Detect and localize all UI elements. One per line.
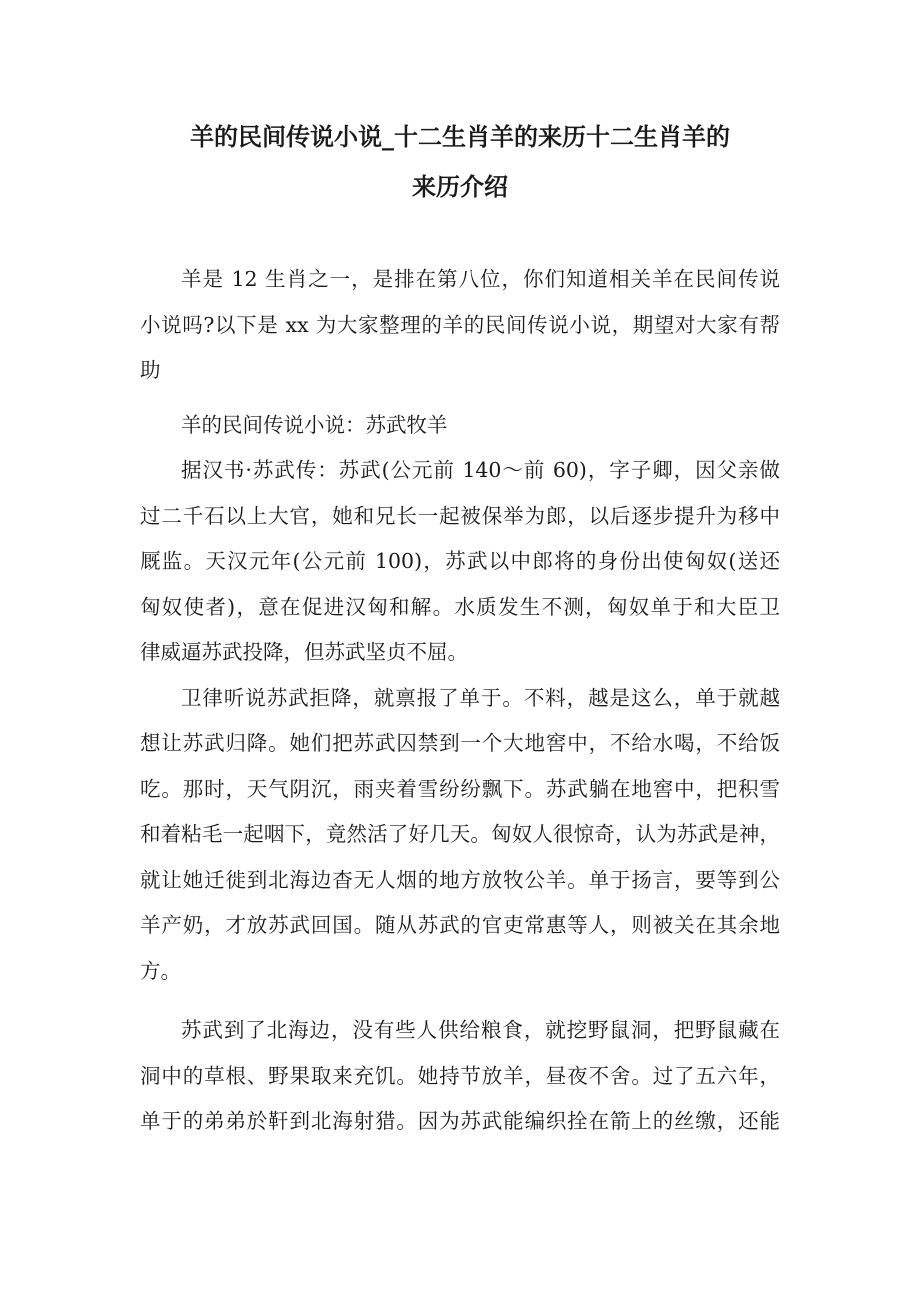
text-line: 羊产奶，才放苏武回国。随从苏武的官吏常惠等人，则被关在其余地 [140,913,780,937]
paragraph [140,448,780,676]
text-line: 和着粘毛一起咽下，竟然活了好几天。匈奴人很惊奇，认为苏武是神， [140,822,780,846]
text-line: 就让她迁徙到北海边杳无人烟的地方放牧公羊。单于扬言，要等到公 [140,867,780,892]
text-line: 方。 [140,958,181,983]
text-line: 羊是 12 生肖之一，是排在第八位，你们知道相关羊在民间传说 [181,267,780,291]
text-line: 苏武到了北海边，没有些人供给粮食，就挖野鼠洞，把野鼠藏在 [181,1018,780,1042]
paragraph [140,676,780,995]
text-line: 助 [140,358,161,382]
text-line: 单于的弟弟於靬到北海射猎。因为苏武能编织拴在箭上的丝缴，还能 [140,1109,780,1133]
paragraph [140,1008,780,1145]
paragraph-intro [140,257,780,394]
title-line: 来历介绍 [412,172,508,201]
document-title [100,112,820,212]
title-line: 羊的民间传说小说_十二生肖羊的来历十二生肖羊的 [190,122,730,151]
text-line: 过二千石以上大官，她和兄长一起被保举为郎，以后逐步提升为移中 [140,503,780,528]
text-line: 匈奴使者)，意在促进汉匈和解。水质发生不测，匈奴单于和大臣卫 [140,594,780,619]
text-line: 想让苏武归降。她们把苏武囚禁到一个大地窖中，不给水喝，不给饭 [140,731,780,755]
text-line: 据汉书·苏武传：苏武(公元前 140～前 60)，字子卿，因父亲做 [181,458,780,482]
section-heading [140,403,780,449]
text-line: 卫律听说苏武拒降，就禀报了单于。不料，越是这么，单于就越 [181,685,780,710]
text-line: 小说吗?以下是 xx 为大家整理的羊的民间传说小说，期望对大家有帮 [140,312,780,337]
text-line: 羊的民间传说小说：苏武牧羊 [181,412,448,437]
document-body [140,257,780,1145]
text-line: 厩监。天汉元年(公元前 100)，苏武以中郎将的身份出使匈奴(送还 [140,549,780,573]
text-line: 吃。那时，天气阴沉，雨夹着雪纷纷飘下。苏武躺在地窖中，把积雪 [140,776,780,801]
text-line: 洞中的草根、野果取来充饥。她持节放羊，昼夜不舍。过了五六年， [140,1063,780,1088]
text-line: 律威逼苏武投降，但苏武坚贞不屈。 [140,640,468,664]
